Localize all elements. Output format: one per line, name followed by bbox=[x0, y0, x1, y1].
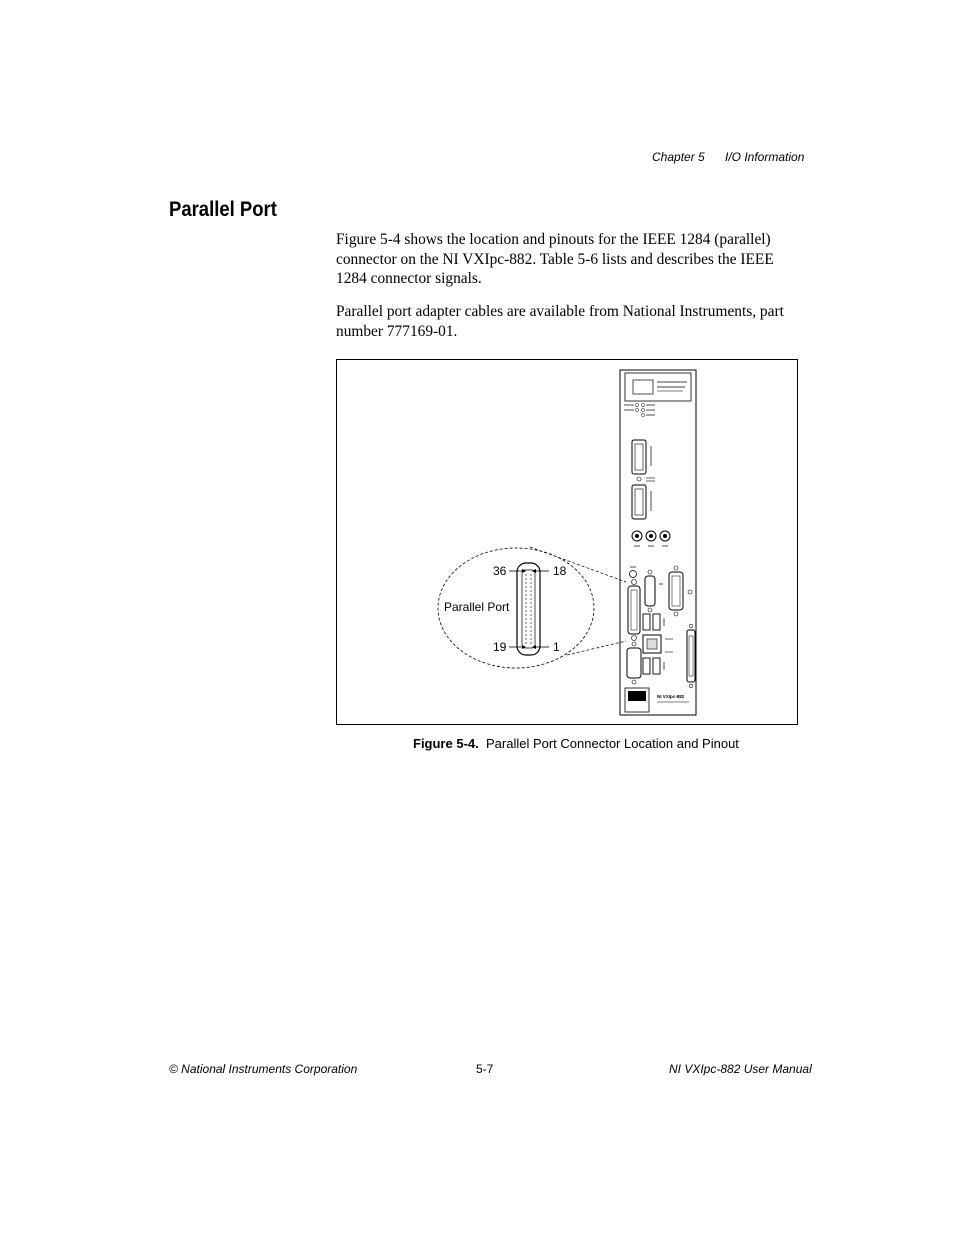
caption-text: Parallel Port Connector Location and Pinout bbox=[485, 736, 739, 751]
usb-port-lower-2 bbox=[653, 658, 660, 674]
front-panel bbox=[620, 370, 696, 715]
figure-caption bbox=[413, 736, 739, 751]
front-panel-diagram bbox=[337, 360, 797, 724]
ni-logo bbox=[633, 380, 653, 394]
zoom-line-top bbox=[530, 547, 626, 582]
caption-label: Figure 5-4. bbox=[413, 736, 479, 751]
trigger-connectors bbox=[632, 531, 670, 546]
zoom-line-bottom bbox=[567, 641, 626, 655]
panel-parallel-connector bbox=[628, 586, 640, 634]
callout-label: Parallel Port bbox=[444, 600, 510, 614]
pin-label-36: 36 bbox=[493, 564, 507, 578]
dvi-connector bbox=[669, 572, 683, 610]
footer-page-number: 5-7 bbox=[476, 1062, 494, 1076]
header-section: I/O Information bbox=[725, 150, 805, 164]
panel-model-label: NI VXIpc-882 bbox=[657, 694, 685, 699]
vga-connector bbox=[645, 576, 655, 606]
paragraph-2: Parallel port adapter cables are available from National Instruments, part number 777169-01. bbox=[336, 303, 784, 340]
header-chapter: Chapter 5 bbox=[652, 150, 705, 164]
gpib-connector bbox=[687, 630, 695, 682]
serial-port bbox=[627, 648, 641, 678]
usb-port-upper-1 bbox=[643, 614, 650, 630]
reset-button bbox=[630, 571, 637, 578]
usb-port-lower-1 bbox=[643, 658, 650, 674]
lower-slot bbox=[632, 485, 646, 519]
usb-port-upper-2 bbox=[653, 614, 660, 630]
footer-copyright: © National Instruments Corporation bbox=[169, 1062, 358, 1076]
enlarged-parallel-connector bbox=[517, 563, 540, 655]
paragraph-1: Figure 5-4 shows the location and pinouts for the IEEE 1284 (parallel) connector on the NI VXIpc-882. Table 5-6 lists and describes the IEEE 1284 connector signals. bbox=[336, 231, 774, 287]
pin-label-18: 18 bbox=[553, 564, 567, 578]
pin-label-19: 19 bbox=[493, 640, 507, 654]
figure-parallel-port bbox=[336, 359, 798, 725]
pin-label-1: 1 bbox=[553, 640, 560, 654]
footer-manual-title: NI VXIpc-882 User Manual bbox=[669, 1062, 812, 1076]
upper-slot bbox=[632, 440, 646, 474]
section-title: Parallel Port bbox=[169, 198, 277, 221]
status-leds bbox=[624, 403, 655, 416]
